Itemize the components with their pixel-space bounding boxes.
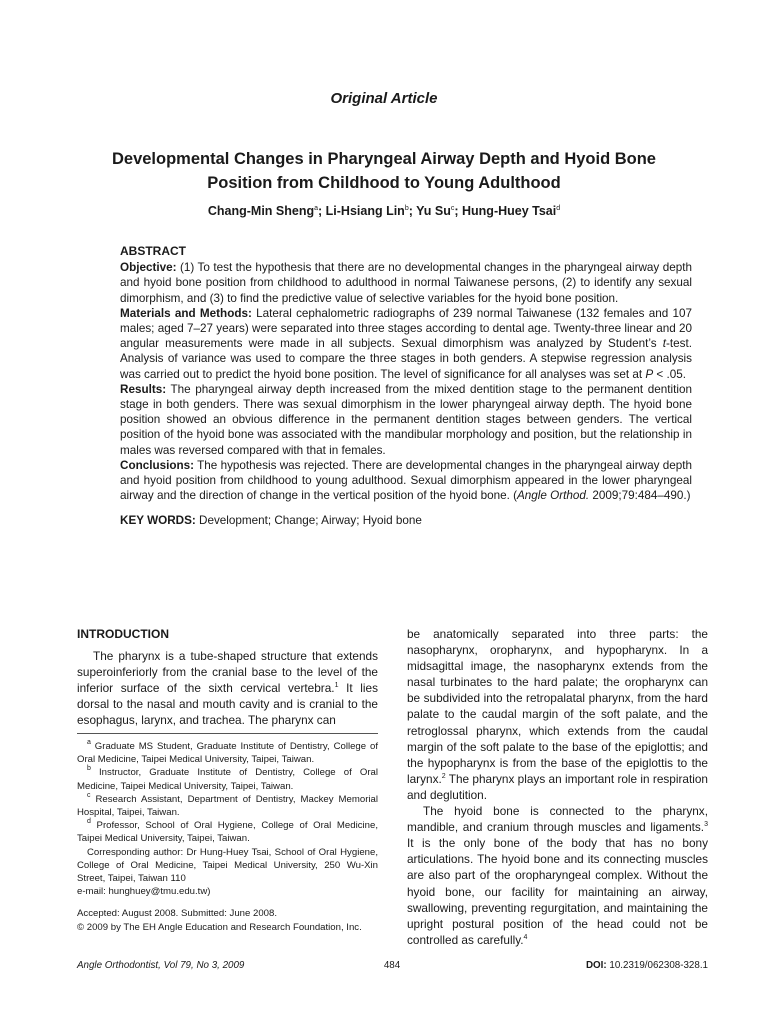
- body-text: The pharynx plays an important role in respiration and deglutition.: [407, 771, 708, 802]
- footnotes: [77, 740, 378, 934]
- page-footer: [77, 960, 708, 976]
- page-number: 484: [383, 960, 401, 971]
- footnote-text: Graduate MS Student, Graduate Institute of Dentistry, College of Oral Medicine, Taipei Medical University, Taipei, Taiwan.: [77, 741, 378, 766]
- conclusions-text: The hypothesis was rejected. There are developmental changes in the pharyngeal airway depth and hyoid position from childhood to young adulthood. Sexual dimorphism appeared in the lower pharyngeal airway and the direction of change in the vertical position of the hyoid bone. (: [120, 458, 692, 503]
- affiliation-mark: b: [404, 205, 409, 212]
- body-paragraph: [407, 803, 708, 948]
- footnote-text: Professor, School of Oral Hygiene, College of Oral Medicine, Taipei Medical University, Taipei, Taiwan.: [77, 820, 378, 845]
- title-line-2: Position from Childhood to Young Adulthood: [207, 174, 561, 192]
- keywords: [120, 513, 692, 528]
- abstract-results: [120, 382, 692, 458]
- abstract-methods: [120, 306, 692, 382]
- reference-mark: 2: [441, 772, 446, 780]
- reference-mark: 4: [523, 933, 528, 941]
- methods-text: Lateral cephalometric radiographs of 239 normal Taiwanese (132 females and 107 males; aged 7–27 years) were separated into three stages according to dental age. Twenty-three linear and 20 angular measurements were made in all subjects. Sexual dimorphism was analyzed by Student’s: [120, 306, 693, 351]
- keywords-label: KEY WORDS:: [120, 514, 196, 528]
- reference-mark: 1: [334, 682, 339, 690]
- footnote-mark: a: [87, 739, 91, 746]
- abstract: [120, 244, 692, 529]
- results-label: Results:: [120, 382, 167, 396]
- article-title: [60, 147, 708, 195]
- objective-text: (1) To test the hypothesis that there are no developmental changes in the pharyngeal airway depth and hyoid bone position from childhood to adulthood in normal Taiwanese persons, (2) to identify any sexual dimorphism, and (3) to find the predictive value of selective variables for the hyoid bone position.: [120, 261, 692, 305]
- methods-label: Materials and Methods:: [120, 306, 252, 320]
- conclusions-text: 2009;79:484–490.): [589, 489, 691, 503]
- footnote-mark: d: [87, 818, 91, 826]
- title-line-1: Developmental Changes in Pharyngeal Airway Depth and Hyoid Bone: [111, 150, 656, 168]
- objective-label: Objective:: [120, 261, 177, 275]
- body-paragraph: [77, 648, 378, 728]
- footer-journal: Angle Orthodontist, Vol 79, No 3, 2009: [77, 960, 245, 971]
- footnote-text: Research Assistant, Department of Dentistry, Mackey Memorial Hospital, Taipei, Taiwan.: [77, 793, 378, 819]
- doi-value: 10.2319/062308-328.1: [606, 960, 708, 971]
- copyright-notice: © 2009 by The EH Angle Education and Research Foundation, Inc.: [77, 921, 362, 933]
- corresponding-author: Corresponding author: Dr Hung-Huey Tsai, School of Oral Hygiene, College of Oral Medicine, Taipei Medical University, 250 Wu-Xin Street, Taipei, Taiwan 110: [77, 846, 378, 885]
- affiliation-mark: a: [314, 205, 319, 212]
- methods-t-symbol: t: [662, 337, 667, 351]
- footnote-a: [77, 740, 378, 766]
- submission-dates: Accepted: August 2008. Submitted: June 2008.: [77, 908, 278, 920]
- footnote-divider: [77, 733, 378, 734]
- footnote-b: [77, 766, 378, 792]
- author-name: ; Li-Hsiang Lin: [318, 204, 405, 218]
- author-name: ; Hung-Huey Tsai: [454, 204, 557, 218]
- author-name: Chang-Min Sheng: [207, 204, 315, 218]
- affiliation-mark: d: [556, 205, 561, 212]
- footnote-c: [77, 793, 378, 819]
- left-column: [77, 626, 378, 729]
- results-text: The pharyngeal airway depth increased from the mixed dentition stage to the permanent dentition stage in both genders. There was sexual dimorphism in the lower pharyngeal airway depth. The hyoid bone position showed an obvious difference in the permanent dentition stages between genders. The vertical position of the hyoid bone was associated with the mandibular morphology and position, but the relationship in males was reversed compared with that in females.: [120, 382, 692, 457]
- affiliation-mark: c: [450, 205, 455, 212]
- abstract-heading: ABSTRACT: [120, 244, 186, 258]
- doi-label: DOI:: [585, 960, 607, 971]
- footnote-text: Instructor, Graduate Institute of Dentistry, College of Oral Medicine, Taipei Medical University, Taipei, Taiwan.: [77, 767, 378, 792]
- author-list: [0, 204, 768, 218]
- keywords-text: Development; Change; Airway; Hyoid bone: [195, 514, 422, 528]
- body-text: The pharynx is a tube-shaped structure that extends superoinferiorly from the cranial base to the level of the inferior surface of the sixth cervical vertebra.: [77, 649, 378, 696]
- methods-p-symbol: P: [645, 367, 654, 381]
- right-column: [407, 626, 708, 948]
- footnote-mark: b: [87, 765, 91, 773]
- reference-mark: 3: [704, 821, 708, 829]
- body-text: The hyoid bone is connected to the pharynx, mandible, and cranium through muscles and ligaments.: [407, 804, 708, 835]
- abstract-conclusions: [120, 458, 692, 504]
- conclusions-label: Conclusions:: [120, 458, 195, 472]
- footnote-d: [77, 819, 378, 845]
- footer-doi: [586, 960, 708, 971]
- footnote-mark: c: [87, 791, 91, 799]
- body-text: It lies dorsal to the nasal and mouth cavity and is cranial to the esophagus, larynx, and trachea. The pharynx can: [77, 681, 379, 728]
- body-paragraph: [407, 626, 708, 803]
- article-type-label: Original Article: [330, 90, 438, 107]
- body-text: It is the only bone of the body that has no bony articulations. The hyoid bone and its connecting muscles are also part of the oropharyngeal complex. Without the hyoid bone, our facility for maintaining an airway, swallowing, preventing regurgitation, and maintaining the upright postural position of the head could not be controlled as carefully.: [407, 836, 708, 947]
- body-text: be anatomically separated into three parts: the nasopharynx, oropharynx, and hypopharynx. In a midsagittal image, the nasopharynx extends from the nasal turbinates to the hard palate; the oropharynx can be subdivided into the retropalatal pharynx, from the hard palate to the caudal margin of the soft palate, and the retroglossal pharynx, which extends from the caudal margin of the soft palate to the base of the epiglottis; and the hypopharynx is from the base of the epiglottis to the larynx.: [407, 627, 708, 786]
- author-name: ; Yu Su: [408, 204, 451, 218]
- section-heading-introduction: INTRODUCTION: [77, 627, 169, 641]
- methods-text: < .05.: [653, 367, 686, 381]
- corresponding-email: e-mail: hunghuey@tmu.edu.tw): [77, 886, 211, 898]
- citation-journal: Angle Orthod.: [516, 489, 590, 503]
- methods-text: -test. Analysis of variance was used to compare the three stages in both genders. A stepwise regression analysis was carried out to predict the hyoid bone position. The level of significance for all analyses was set at: [120, 337, 692, 381]
- abstract-objective: [120, 260, 692, 306]
